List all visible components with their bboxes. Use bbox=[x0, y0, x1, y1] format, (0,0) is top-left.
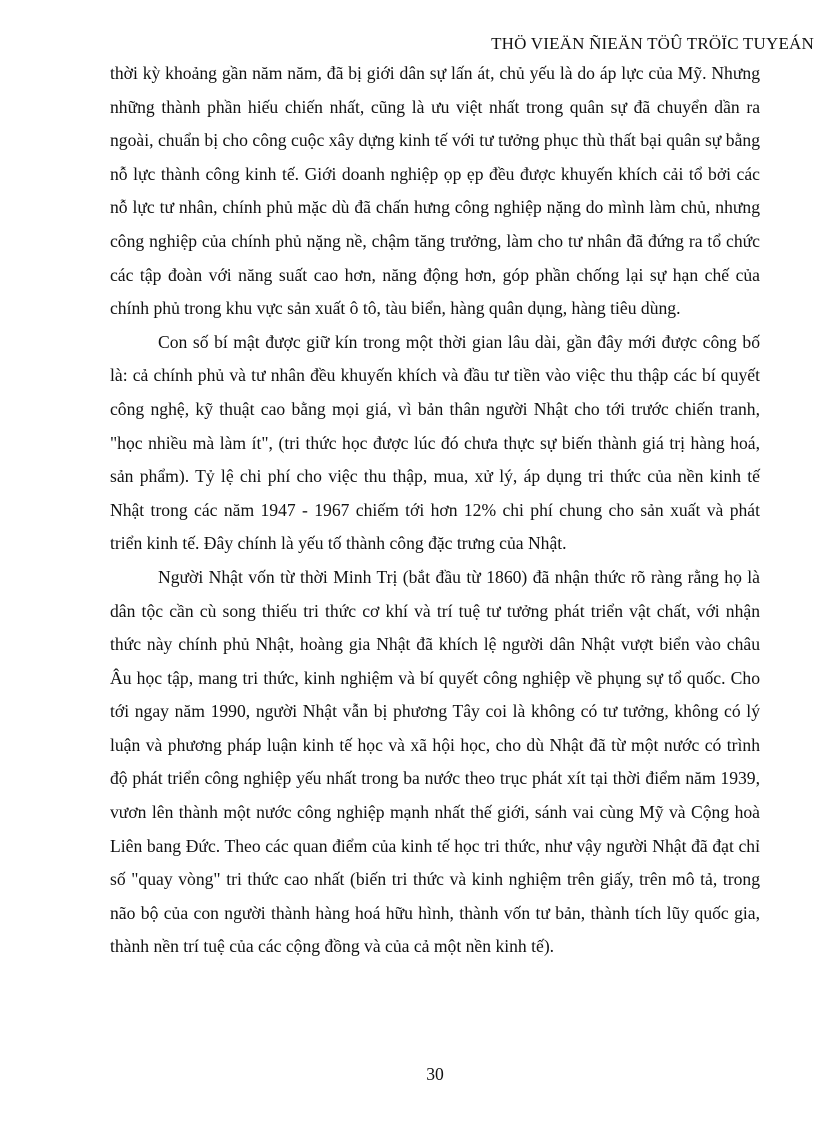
paragraph-3: Người Nhật vốn từ thời Minh Trị (bắt đầu từ 1860) đã nhận thức rõ ràng rằng họ là dân tộc cần cù song thiếu tri thức cơ khí và trí tuệ tư tưởng phát triển vật chất, với nhận thức này chính phủ Nhật, hoàng gia Nhật đã khích lệ người dân Nhật vượt biển vào châu Âu học tập, mang tri thức, kinh nghiệm và bí quyết công nghiệp về phụng sự tổ quốc. Cho tới ngay năm 1990, người Nhật vẫn bị phương Tây coi là không có tư tưởng, không có lý luận và phương pháp luận kinh tế học và xã hội học, cho dù Nhật đã từ một nước có trình độ phát triển công nghiệp yếu nhất trong ba nước theo trục phát xít tại thời điểm năm 1939, vươn lên thành một nước công nghiệp mạnh nhất thế giới, sánh vai cùng Mỹ và Cộng hoà Liên bang Đức. Theo các quan điểm của kinh tế học tri thức, như vậy người Nhật đã đạt chỉ số "quay vòng" tri thức cao nhất (biến tri thức và kinh nghiệm trên giấy, trên mô tả, trong não bộ của con người thành hàng hoá hữu hình, thành vốn tư bản, thành tích lũy quốc gia, thành nền trí tuệ của các cộng đồng và của cả một nền kinh tế). bbox=[110, 566, 760, 957]
paragraph-2: Con số bí mật được giữ kín trong một thời gian lâu dài, gần đây mới được công bố là: cả chính phủ và tư nhân đều khuyến khích và đầu tư tiền vào việc thu thập các bí quyết công nghệ, kỹ thuật cao bằng mọi giá, vì bản thân người Nhật cho tới trước chiến tranh, "học nhiều mà làm ít", (tri thức học được lúc đó chưa thực sự biến thành giá trị hàng hoá, sản phẩm). Tỷ lệ chi phí cho việc thu thập, mua, xử lý, áp dụng tri thức của nền kinh tế Nhật trong các năm 1947 - 1967 chiếm tới hơn 12% chi phí chung cho sản xuất và phát triển kinh tế. Đây chính là yếu tố thành công đặc trưng của Nhật. bbox=[110, 331, 760, 554]
running-header: THÖ VIEÄN ÑIEÄN TÖÛ TRÖÏC TUYEÁN bbox=[491, 34, 814, 53]
body-text bbox=[110, 57, 760, 964]
page-number: 30 bbox=[426, 1064, 444, 1084]
paragraph-1: thời kỳ khoảng gần năm năm, đã bị giới dân sự lấn át, chủ yếu là do áp lực của Mỹ. Nhưng những thành phần hiếu chiến nhất, cũng là ưu việt nhất trong quân sự đã chuyển dần ra ngoài, chuẩn bị cho công cuộc xây dựng kinh tế với tư tưởng phục thù thất bại quân sự bằng nỗ lực thành công kinh tế. Giới doanh nghiệp ọp ẹp đều được khuyến khích cải tổ bởi các nỗ lực tư nhân, chính phủ mặc dù đã chấn hưng công nghiệp nặng do mình làm chủ, nhưng công nghiệp của chính phủ nặng nề, chậm tăng trưởng, làm cho tư nhân đã đứng ra tổ chức các tập đoàn với năng suất cao hơn, năng động hơn, góp phần chống lại sự hạn chế của chính phủ trong khu vực sản xuất ô tô, tàu biển, hàng quân dụng, hàng tiêu dùng. bbox=[110, 63, 760, 319]
